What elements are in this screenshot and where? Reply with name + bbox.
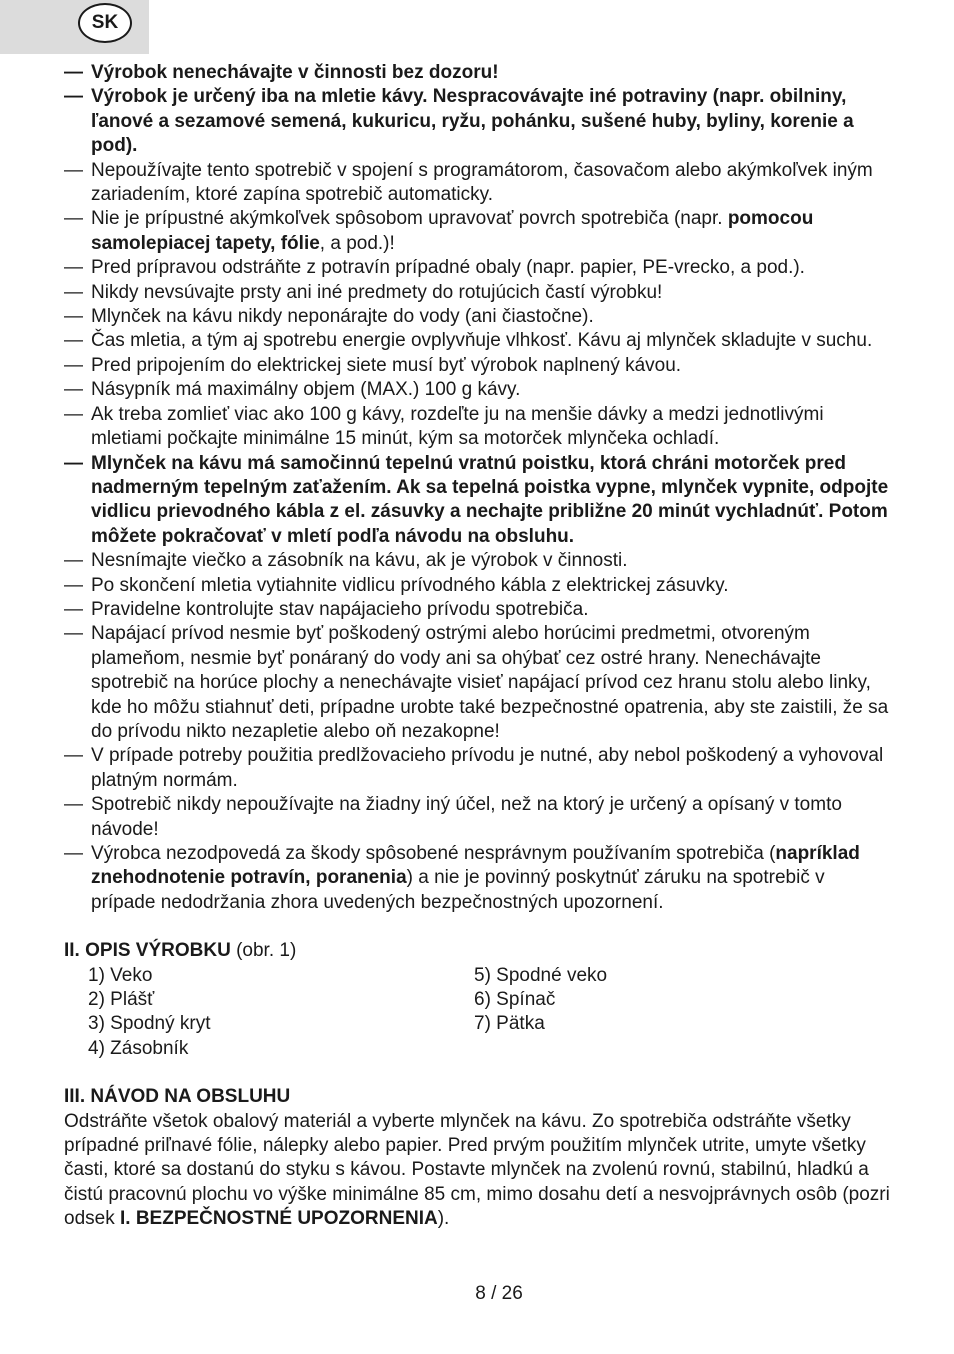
section3-heading: III. NÁVOD NA OBSLUHU [64,1086,291,1108]
dash-bullet: — [64,379,83,401]
warning-text: Pravidelne kontrolujte stav napájacieho prívodu spotrebiča. [91,598,589,620]
warning-text: Ak treba zomlieť viac ako 100 g kávy, rozdeľte ju na menšie dávky a medzi jednotlivými mletiami počkajte minimálne 15 minút, kým sa motorček mlynčeka ochladí. [91,403,824,450]
warning-text: Mlynček na kávu má samočinnú tepelnú vratnú poistku, ktorá chráni motorček pred nadmerným tepelným zaťažením. Ak sa tepelná poistka vypne, mlynček vypnite, odpojte vidlicu prievodného kábla z el. zásuvky a nechajte približne 20 minút vychladnúť. Potom môžete pokračovať v mletí podľa návodu na obsluhu. [91,452,889,547]
warning-text: ) a nie je povinný poskytnúť záruku na spotrebič v prípade nedodržania zhora uvedených bezpečnostných upozornení. [91,867,825,913]
warning-text: pomocou samolepiacej tapety, fólie [91,208,814,254]
part-item: 7) Pätka [474,1013,545,1035]
section2-heading-line [64,939,894,963]
warning-item [64,85,894,158]
warning-item [64,61,894,85]
warning-item [64,574,894,598]
language-badge: SK [78,3,132,43]
warning-item [64,403,894,452]
dash-bullet: — [64,354,83,376]
warning-item [64,281,894,305]
dash-bullet: — [64,403,83,425]
dash-bullet: — [64,623,83,645]
parts-column-left [88,964,474,1062]
section3-body-reference: I. BEZPEČNOSTNÉ UPOZORNENIA [119,1208,438,1230]
warning-item [64,159,894,208]
dash-bullet: — [64,208,83,230]
dash-bullet: — [64,86,83,108]
dash-bullet: — [64,281,83,303]
parts-list [64,964,894,1062]
safety-warnings-list [64,61,894,915]
language-tab [0,0,149,54]
dash-bullet: — [64,745,83,767]
warning-item [64,452,894,550]
warning-text: V prípade potreby použitia predlžovacieho prívodu je nutné, aby nebol poškodený a vyhovoval platným normám. [91,745,884,791]
warning-item [64,622,894,744]
section3-body [64,1110,894,1232]
warning-item [64,305,894,329]
warning-item [64,378,894,402]
warning-text: Po skončení mletia vytiahnite vidlicu prívodného kábla z elektrickej zásuvky. [91,574,729,596]
dash-bullet: — [64,794,83,816]
part-item: 3) Spodný kryt [88,1013,211,1035]
warning-text: Nie je prípustné akýmkoľvek spôsobom upravovať povrch spotrebiča (napr. [91,208,728,230]
dash-bullet: — [64,306,83,328]
part-item: 2) Plášť [88,989,155,1011]
section3-body-text: Odstráňte všetok obalový materiál a vyberte mlynček na kávu. Zo spotrebiča odstráňte všetky prípadné priľnavé fólie, nálepky alebo papier. Pred prvým použitím mlynček utrite, umyte všetky časti, ktoré sa dostanú do styku s kávou. Postavte mlynček na zvolenú rovnú, stabilnú, hladkú a čistú pracovnú plochu vo výške minimálne 85 cm, mimo dosahu detí a nesvojprávnych osôb (pozri odsek [64,1110,890,1230]
warning-item [64,549,894,573]
dash-bullet: — [64,330,83,352]
dash-bullet: — [64,574,83,596]
warning-text: Výrobok nenechávajte v činnosti bez dozoru! [91,62,499,83]
page-number: 8 / 26 [475,1283,523,1304]
warning-item [64,744,894,793]
warning-item [64,598,894,622]
dash-bullet: — [64,598,83,620]
warning-item [64,793,894,842]
warning-text: Nepoužívajte tento spotrebič v spojení s programátorom, časovačom alebo akýmkoľvek iným zariadením, ktoré zapína spotrebič automaticky. [91,159,873,206]
warning-text: Spotrebič nikdy nepoužívajte na žiadny iný účel, než na ktorý je určený a opísaný v tomto návode! [91,794,842,840]
part-item: 6) Spínač [474,989,556,1011]
warning-text: Násypník má maximálny objem (MAX.) 100 g kávy. [91,379,521,401]
warning-text: Nesnímajte viečko a zásobník na kávu, ak je výrobok v činnosti. [91,550,628,572]
part-item: 1) Veko [88,964,153,986]
warning-text: Výrobok je určený iba na mletie kávy. Nespracovávajte iné potraviny (napr. obilniny, ľanové a sezamové semená, kukuricu, ryžu, pohánku, sušené huby, byliny, korenie a pod). [91,86,854,157]
parts-column-right [474,964,774,1062]
dash-bullet: — [64,550,83,572]
warning-item [64,354,894,378]
warning-item [64,329,894,353]
part-item: 5) Spodné veko [474,964,608,986]
dash-bullet: — [64,159,83,181]
dash-bullet: — [64,62,83,83]
warning-text: Nikdy nevsúvajte prsty ani iné predmety do rotujúcich častí výrobku! [91,281,663,303]
warning-text: Mlynček na kávu nikdy neponárajte do vody (ani čiastočne). [91,306,594,328]
dash-bullet: — [64,257,83,279]
dash-bullet: — [64,452,83,474]
manual-content [64,61,894,1232]
section2-heading: II. OPIS VÝROBKU [64,940,231,962]
section3-body-end: ). [437,1208,450,1230]
dash-bullet: — [64,843,83,864]
warning-text: Napájací prívod nesmie byť poškodený ostrými alebo horúcimi predmetmi, otvoreným plameňom, nesmie byť ponáraný do vody ani sa ohýbať cez ostré hrany. Nenechávajte spotrebič na horúce plochy a nenechávajte visieť napájací prívod cez hranu stolu alebo linky, kde ho môžu stiahnuť deti, prípadne urobte také bezpečnostné opatrenia, aby ste zaistili, že sa do prívodu nikto nezapletie alebo oň nezakopne! [91,623,889,742]
warning-item [64,842,894,915]
section2-heading-suffix: (obr. 1) [230,940,297,962]
warning-text: , a pod.)! [319,232,395,254]
warning-item [64,207,894,256]
warning-text: Výrobca nezodpovedá za škody spôsobené nesprávnym používaním spotrebiča ( [91,843,776,864]
warning-text: Pred pripojením do elektrickej siete musí byť výrobok naplnený kávou. [91,354,682,376]
warning-text: napríklad znehodnotenie potravín, poranenia [91,843,860,889]
section-operating-instructions [64,1085,894,1231]
section-product-description [64,939,894,1061]
warning-item [64,256,894,280]
part-item: 4) Zásobník [88,1037,189,1059]
warning-text: Čas mletia, a tým aj spotrebu energie ovplyvňuje vlhkosť. Kávu aj mlynček skladujte v suchu. [91,330,873,352]
warning-text: Pred prípravou odstráňte z potravín prípadné obaly (napr. papier, PE-vrecko, a pod.). [91,257,805,279]
